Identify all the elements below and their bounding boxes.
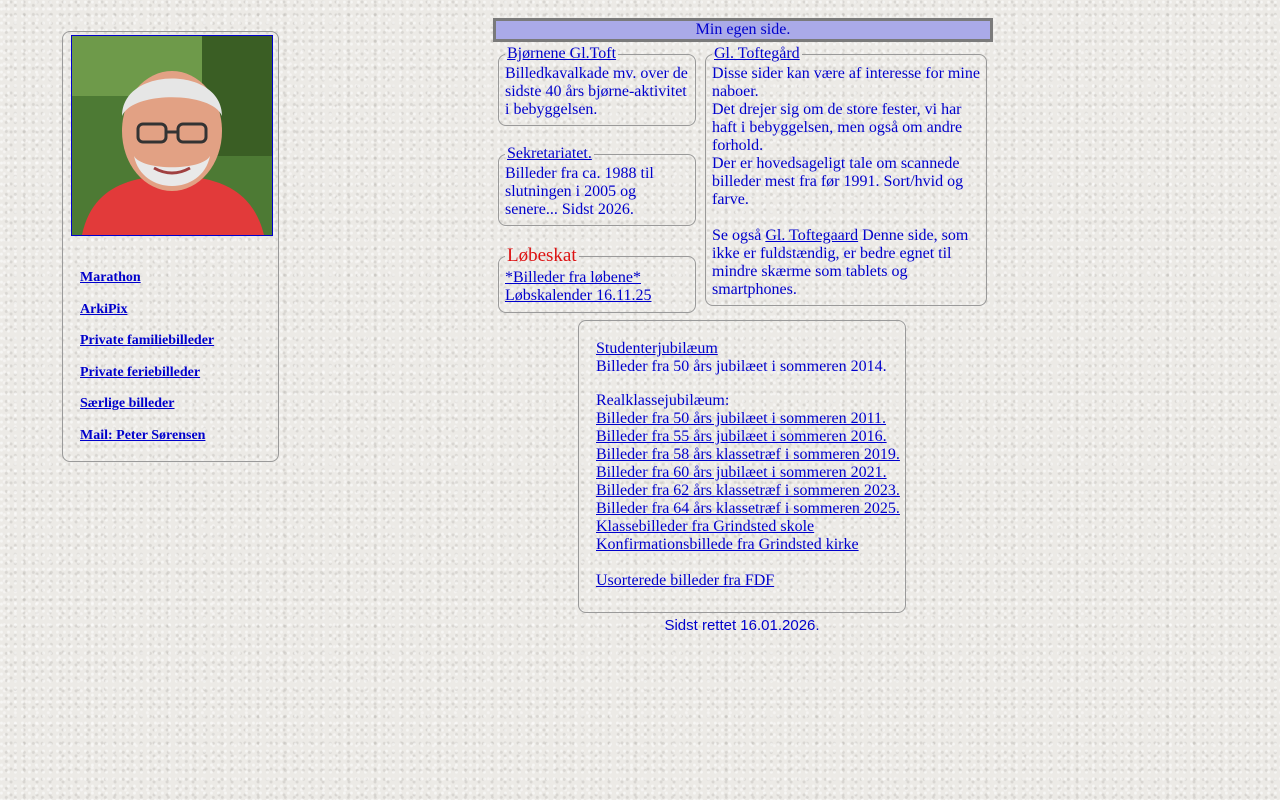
student-jubilee-text: Billeder fra 50 års jubilæet i sommeren 2014.	[596, 358, 887, 375]
page-title-bar	[493, 18, 993, 42]
nav-link-family-photos[interactable]: Private familiebilleder	[80, 333, 215, 348]
nav-link-arkipix[interactable]: ArkiPix	[80, 301, 128, 317]
nav-link-holiday-photos[interactable]: Private feriebilleder	[80, 364, 201, 380]
toftegard-text-1: Disse sider kan være af interesse for mine naboer.	[712, 65, 980, 100]
jubilee-link-2019[interactable]: Billeder fra 58 års klassetræf i sommeren 2019.	[596, 446, 900, 463]
jubilee-link-2011[interactable]: Billeder fra 50 års jubilæet i sommeren 2011.	[596, 410, 887, 427]
toftegaard-mobile-link[interactable]: Gl. Toftegaard	[765, 227, 859, 244]
toftegard-text-2: Det drejer sig om de store fester, vi har haft i bebyggelsen, men også om andre forhold.	[712, 101, 963, 154]
toftegard-legend	[712, 45, 802, 63]
left-panel	[62, 31, 279, 462]
class-photos-link[interactable]: Klassebilleder fra Grindsted skole	[596, 518, 815, 535]
nav-item-mail	[80, 426, 214, 458]
jubilee-link-2021[interactable]: Billeder fra 60 års jubilæet i sommeren 2021.	[596, 464, 887, 481]
sekretariat-link[interactable]: Sekretariatet.	[507, 145, 592, 162]
page-title: Min egen side.	[695, 21, 791, 38]
last-updated-text: Sidst rettet 16.01.2026.	[664, 617, 820, 634]
confirmation-photo-link[interactable]: Konfirmationsbillede fra Grindsted kirke	[596, 536, 859, 553]
race-calendar-link[interactable]: Løbskalender 16.11.25	[505, 287, 652, 304]
last-updated-footer	[0, 617, 1280, 634]
race-photos-link[interactable]: *Billeder fra løbene*	[505, 269, 641, 286]
nav-link-special-photos[interactable]: Særlige billeder	[80, 396, 175, 411]
toftegard-legend-link[interactable]: Gl. Toftegård	[714, 45, 800, 62]
nav-item-family	[80, 331, 214, 363]
bjornene-box	[498, 45, 696, 126]
portrait-image	[72, 36, 272, 235]
real-class-heading: Realklassejubilæum:	[596, 392, 730, 409]
sekretariat-legend	[505, 145, 594, 163]
toftegard-text-4	[712, 227, 980, 299]
nav-list	[80, 268, 214, 457]
lobeskat-box	[498, 245, 696, 313]
fdf-photos-link[interactable]: Usorterede billeder fra FDF	[596, 572, 775, 589]
profile-photo	[71, 35, 273, 236]
sekretariat-text: Billeder fra ca. 1988 til slutningen i 2005 og senere... Sidst 2026.	[505, 165, 654, 218]
nav-item-marathon	[80, 268, 214, 300]
nav-link-marathon[interactable]: Marathon	[80, 270, 141, 285]
toftegard-box	[705, 45, 987, 306]
bjornene-legend	[505, 45, 618, 63]
sekretariat-box	[498, 145, 696, 226]
nav-link-mail[interactable]: Mail: Peter Sørensen	[80, 427, 206, 443]
jubilee-link-2023[interactable]: Billeder fra 62 års klassetræf i sommeren 2023.	[596, 482, 900, 499]
nav-item-special	[80, 394, 214, 426]
bjornene-link[interactable]: Bjørnene Gl.Toft	[507, 45, 617, 62]
nav-item-arkipix	[80, 300, 214, 332]
jubilee-link-2025[interactable]: Billeder fra 64 års klassetræf i sommeren 2025.	[596, 500, 900, 517]
toftegard-note: Denne side, som ikke er fuldstændig, er bedre egnet til mindre skærme som tablets og smartphones.	[712, 227, 969, 298]
student-jubilee-link[interactable]: Studenterjubilæum	[596, 340, 718, 357]
jubilee-box	[578, 320, 906, 613]
toftegard-text-3: Der er hovedsageligt tale om scannede billeder mest fra før 1991. Sort/hvid og farve.	[712, 155, 964, 208]
toftegard-see-also: Se også	[712, 227, 766, 244]
bjornene-text: Billedkavalkade mv. over de sidste 40 års bjørne-aktivitet i bebyggelsen.	[505, 65, 688, 118]
jubilee-link-2016[interactable]: Billeder fra 55 års jubilæet i sommeren 2016.	[596, 428, 887, 445]
lobeskat-legend: Løbeskat	[507, 245, 577, 266]
nav-item-holiday	[80, 363, 214, 395]
